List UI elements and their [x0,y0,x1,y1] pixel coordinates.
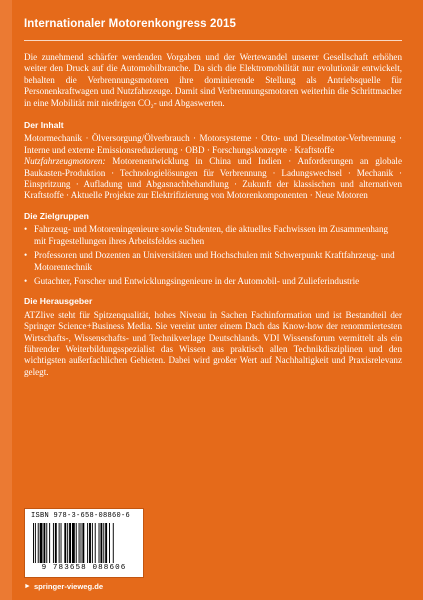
barcode-bar [49,523,50,563]
barcode-bar [35,523,36,563]
barcode-bar [69,523,71,563]
barcode-bar [81,523,82,563]
barcode-bar [82,523,84,563]
barcode-bar [67,523,68,563]
website-url: springer-vieweg.de [33,582,104,591]
barcode-bar [99,523,100,563]
isbn-number: ISBN 978-3-658-08860-6 [31,512,131,520]
herausgeber-text: ATZlive steht für Spitzenqualität, hohes Niveau in Sachen Fachinformation und ist Bestandteil der Springer Science+Business Media. Sie vereint unter einem Dach das Know-how der renommiertesten Wirtschafts-, Wissenschafts- und Technikverlage Deutschlands. VDI Wissensforum vermittelt als ein führender Weiterbildungsspezialist das Wissen aus praktisch allen Technikdisziplinen und den wichtigsten außerfachlichen Gebieten. Dabei wird großer Wert auf Nachhaltigkeit und Praxisrelevanz gelegt. [24,309,402,377]
barcode-bar [113,523,114,563]
publisher-website[interactable] [24,582,103,591]
barcode-bar [43,523,45,563]
nfz-label: Nutzfahrzeugmotoren: [24,156,106,167]
barcode-bar [109,523,110,563]
list-item: • Professoren und Dozenten an Universitäten und Hochschulen mit Schwerpunkt Kraftfahrzeug- und Motorentechnik [24,250,402,273]
barcode-bar [59,523,60,563]
series-title: Internationaler Motorenkongress 2015 [24,18,236,30]
barcode-bar [95,523,96,563]
barcode-bar [72,523,75,563]
zielgruppen-heading: Die Zielgruppen [24,210,89,221]
barcode-bar [38,523,39,563]
barcode-bar [61,523,62,563]
barcode-bar [40,523,43,563]
barcode-bar [55,523,57,563]
barcode-bar [92,523,93,563]
header-divider [24,40,402,41]
nfz-paragraph [24,156,402,202]
barcode-bar [46,523,47,563]
zielgruppen-list [24,224,402,287]
list-item: • Gutachter, Forscher und Entwicklungsingenieure in der Automobil- und Zulieferindustrie [24,276,402,287]
barcode-bar [79,523,80,563]
barcode-bar [53,523,54,563]
barcode-bar [76,523,77,563]
spine-edge [0,0,12,600]
barcode-bar [89,523,91,563]
header-band [24,12,399,36]
ean-digits: 9 783658 088606 [41,564,127,572]
herausgeber-heading: Die Herausgeber [24,296,93,307]
nfz-topics: Motorenentwicklung in China und Indien · Anforderungen an globale Baukasten-Produktion · Technologielösungen für Verbrennung · Ladungswechsel · Mechanik · Einspritzung · Aufladung und Abgasnachbehandlung · Zukunft der klassischen und alternativen Kraftstoffe · Aktuelle Projekte zur Elektrifizierung von Motorenkomponenten · Neue Motoren [24,156,402,201]
list-item: • Fahrzeug- und Motoreningenieure sowie Studenten, die aktuelles Fachwissen im Zusammenhang mit Fragestellungen ihres Arbeitsfeldes suchen [24,224,402,247]
blurb-content [24,52,402,378]
barcode-bar [105,523,107,563]
barcode-bar [100,523,102,563]
isbn-barcode [24,508,144,578]
inhalt-topics: Motormechanik · Ölversorgung/Ölverbrauch · Motorsysteme · Otto- und Dieselmotor-Verbrennung · Interne und externe Emissionsreduzierung · OBD · Forschungskonzepte · Kraftstoffe [24,133,402,155]
barcode-bar [33,523,34,563]
inhalt-heading: Der Inhalt [24,120,64,131]
barcode-bars [33,523,135,563]
barcode-bar [64,523,66,563]
barcode-bar [103,523,104,563]
intro-paragraph: Die zunehmend schärfer werdenden Vorgaben und der Wertewandel unserer Gesellschaft erhöhen weiter den Druck auf die Automobilbranche. Da sich die Elektromobilität nur evolutionär entwickelt, behalten die Verbrennungsmotoren ihre dominierende Stellung als Antriebsquelle für Personenkraftwagen und Nutzfahrzeuge. Damit sind Verbrennungsmotoren weiterhin die Schrittmacher in eine Mobilität mit niedrigen CO₂- und Abgaswerten. [24,52,402,108]
arrow-right-icon: ► [24,583,31,590]
barcode-bar [87,523,88,563]
